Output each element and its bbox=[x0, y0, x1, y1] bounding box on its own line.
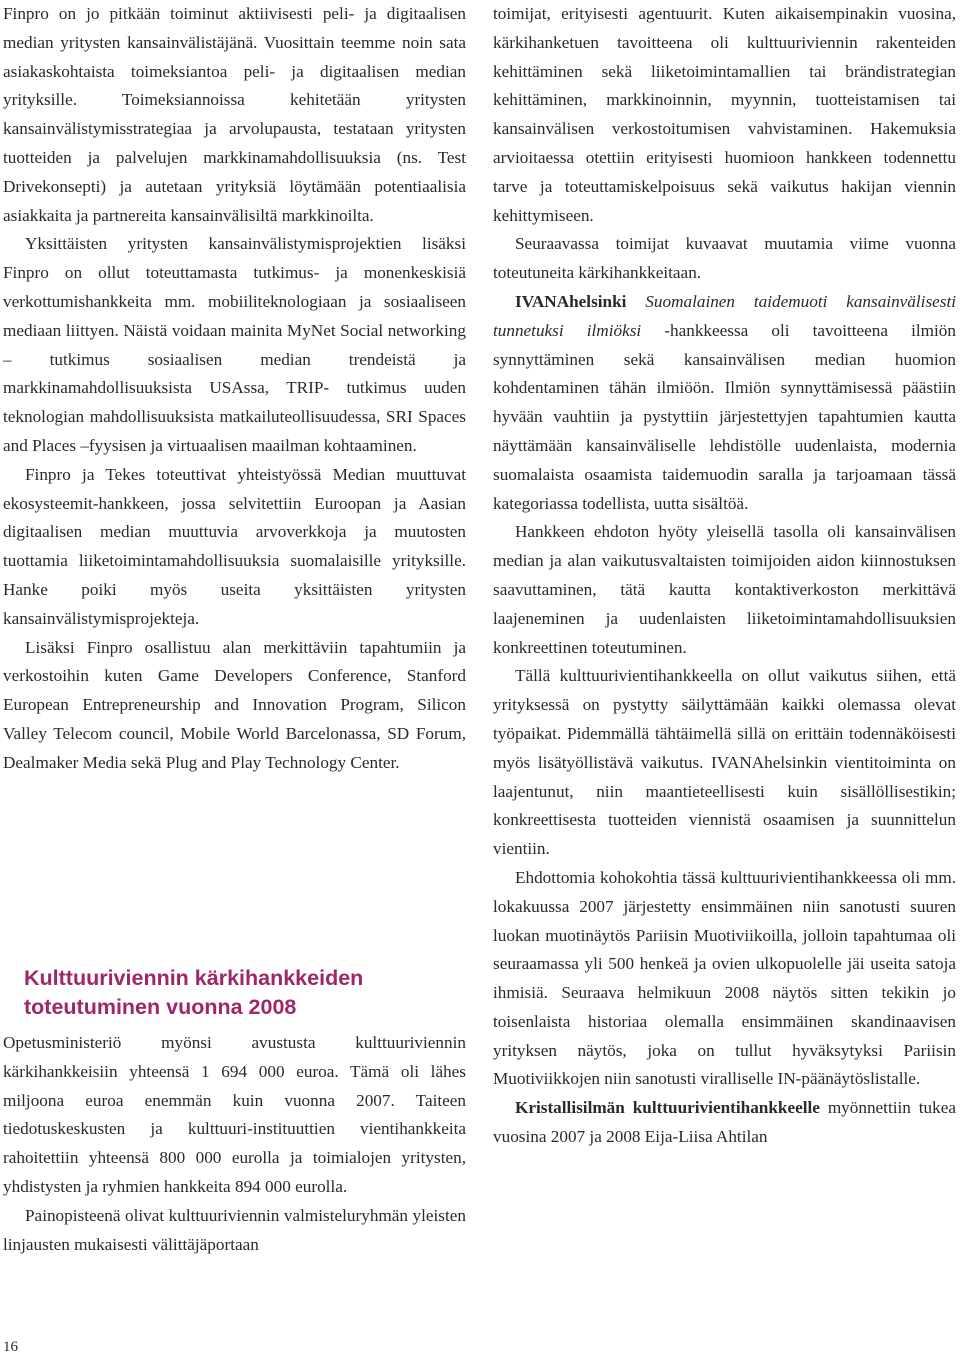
paragraph-focus: Painopisteenä olivat kulttuuriviennin valmisteluryhmän yleisten linjausten mukaisesti välittäjäportaan bbox=[3, 1205, 466, 1254]
ivanahelsinki-text: -hankkeessa oli tavoitteena ilmiön synnyttäminen sekä kansainvälisen median huomion kohdentaminen tähän ilmiöön. Ilmiön synnyttämisessä päästiin hyvään vauhtiin ja pystyttiin järjestettyjen tapahtumien kautta näyttämään kansainväliselle lehdistölle uudenlaista, modernia suomalaista osaamista taidemuodin saralla ja tarjoamaan tässä kategoriassa todellista, uutta sisältöä. bbox=[493, 320, 956, 513]
paragraph-impact: Tällä kulttuurivientihankkeella on ollut vaikutus siihen, että yrityksessä on pystytty säilyttämään kaikki olemassa olevat työpaikat. Pidemmällä tähtäimellä sillä on erittäin todennäköisesti myös lisätyöllistävä vaikutus. IVANAhelsinkin vientitoiminta on laajentunut, niin maantieteellisesti kuin sisällöllisestikin; konkreettisesta tuotteiden viennistä osaamisen ja suunnittelun vientiin. bbox=[493, 666, 956, 859]
paragraph-finpro-projects: Yksittäisten yritysten kansainvälistymisprojektien lisäksi Finpro on ollut toteuttamasta tutkimus- ja monenkeskisiä verkottumishankkeita mm. mobiiliteknologiaan ja sosiaaliseen mediaan liittyen. Näistä voidaan mainita MyNet Social networking – tutkimus sosiaalisen median trendeistä ja markkinamahdollisuuksista USAssa, TRIP- tutkimus uuden teknologian mahdollisuuksista matkailuteollisuudessa, SRI Spaces and Places –fyysisen ja virtuaalisen maailman kohtaaminen. bbox=[3, 234, 466, 455]
paragraph-kristallisilma bbox=[493, 1094, 956, 1152]
page-number: 16 bbox=[3, 1339, 18, 1355]
paragraph-ivanahelsinki bbox=[493, 288, 956, 518]
kristallisilma-name: Kristallisilmän kulttuurivientihankkeelle bbox=[515, 1098, 820, 1118]
ivanahelsinki-name: IVANAhelsinki bbox=[515, 291, 627, 311]
project-title: Suomalainen taidemuoti kansainvälisesti tunnetuksi ilmiöksi bbox=[493, 291, 956, 340]
section-heading: Kulttuuriviennin kärkihankkeiden toteutuminen vuonna 2008 bbox=[24, 966, 364, 1019]
right-column bbox=[493, 0, 956, 1152]
paragraph-intro-projects: Seuraavassa toimijat kuvaavat muutamia viime vuonna toteutuneita kärkihankkeitaan. bbox=[493, 234, 956, 283]
paragraph-funding: Opetusministeriö myönsi avustusta kulttuuriviennin kärkihankkeisiin yhteensä 1 694 000 euroa. Tämä oli lähes miljoona euroa enemmän kuin vuonna 2007. Taiteen tiedotuskeskusten ja kulttuuri-instituuttien vientihankkeita rahoitettiin yhteensä 800 000 eurolla ja toimialojen yritysten, yhdistysten ja ryhmien hankkeita 894 000 eurolla. bbox=[3, 1033, 466, 1196]
paragraph-finpro-tekes: Finpro ja Tekes toteuttivat yhteistyössä Median muuttuvat ekosysteemit-hankkeen, jossa selvitettiin Euroopan ja Aasian digitaalisen median muuttuvia arvoverkkoja ja muutosten tuottamia liiketoimintamahdollisuuksia suomalaisille yrityksille. Hanke poiki myös useita yksittäisten yritysten kansainvälistymisprojekteja. bbox=[3, 464, 466, 628]
paragraph-finpro-intro: Finpro on jo pitkään toiminut aktiivisesti peli- ja digitaalisen median yritysten kansainvälistäjänä. Vuosittain teemme noin sata asiakaskohtaista toimeksiantoa peli- ja digitaalisen median yrityksille. Toimeksiannoissa kehitetään yritysten kansainvälistymisstrategiaa ja arvolupausta, testataan yritysten tuotteiden ja palvelujen markkinamahdollisuuksia (ns. Test Drivekonsepti) ja autetaan yrityksiä löytämään potentiaalisia asiakkaita ja partnereita kansainvälisiltä markkinoilta. bbox=[3, 4, 466, 225]
paragraph-benefit: Hankkeen ehdoton hyöty yleisellä tasolla oli kansainvälisen median ja alan vaikutusvaltaisten toimijoiden aidon kiinnostuksen saavuttaminen, tätä kautta kontaktiverkoston merkittävä laajeneminen ja uudenlaisten liiketoimintamahdollisuuksien konkreettinen toteutuminen. bbox=[493, 522, 956, 657]
kristallisilma-text: myönnettiin tukea vuosina 2007 ja 2008 Eija-Liisa Ahtilan bbox=[493, 1098, 957, 1147]
paragraph-finpro-events: Lisäksi Finpro osallistuu alan merkittäviin tapahtumiin ja verkostoihin kuten Game Developers Conference, Stanford European Entrepreneurship and Innovation Program, Silicon Valley Telecom council, Mobile World Barcelonassa, SD Forum, Dealmaker Media sekä Plug and Play Technology Center. bbox=[3, 637, 466, 772]
paragraph-highlights: Ehdottomia kohokohtia tässä kulttuurivientihankkeessa oli mm. lokakuussa 2007 järjestetty ensimmäinen niin sanotusti suuren luokan muotinäytös Pariisin Muotiviikoilla, jolloin tapahtumaa oli seuraamassa yli 500 henkeä ja ovien ulkopuolelle jäi useita satoja ihmisiä. Seuraava helmikuun 2008 näytös sitten tekikin jo toisenlaista historiaa olemalla ensimmäinen skandinaavisen yrityksen näytös, joka on tullut hyväksytyksi Pariisin Muotiviikkojen niin sanotusti viralliselle IN-päänäytöslistalle. bbox=[493, 867, 956, 1089]
left-column-after-heading bbox=[3, 1029, 466, 1259]
left-column bbox=[3, 0, 466, 778]
paragraph-agencies: toimijat, erityisesti agentuurit. Kuten aikaisempinakin vuosina, kärkihanketuen tavoitteena oli kulttuuriviennin rakenteiden kehittäminen sekä liiketoimintamallien tai brändistrategian kehittäminen, markkinoinnin, myynnin, tuotteistamisen tai kansainvälisen verkostoitumisen vahvistaminen. Hakemuksia arvioitaessa otettiin erityisesti huomioon hankkeen todennettu tarve ja toteuttamiskelpoisuus sekä vaikutus hakijan viennin kehittymiseen. bbox=[493, 4, 956, 225]
